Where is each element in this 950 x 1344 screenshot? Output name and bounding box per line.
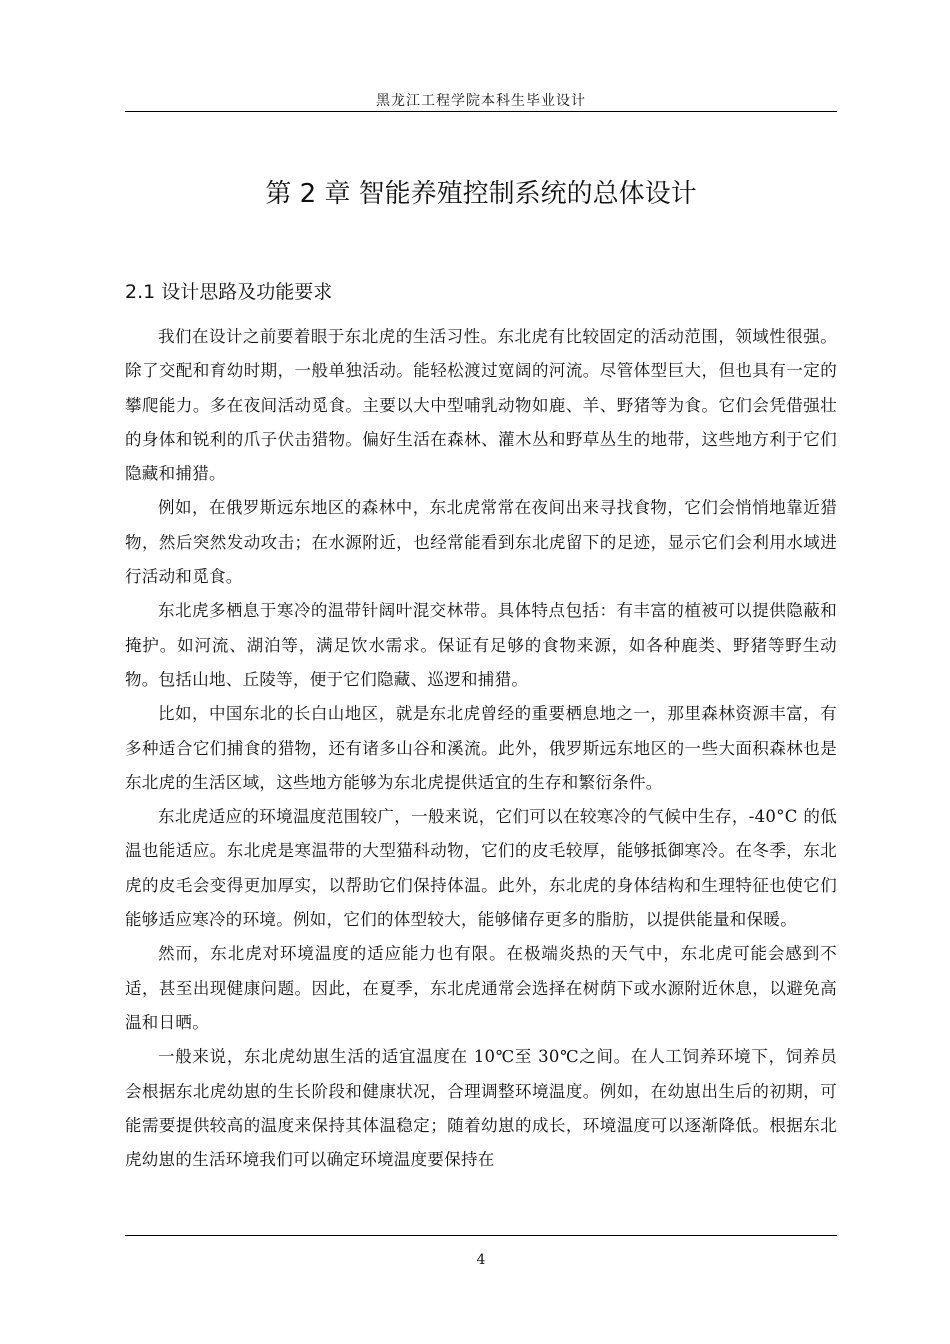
- body-text: [125, 320, 837, 1177]
- paragraph-5: 东北虎适应的环境温度范围较广，一般来说，它们可以在较寒冷的气候中生存，-40°C 的低温也能适应。东北虎是寒温带的大型猫科动物，它们的皮毛较厚，能够抵御寒冷。在冬季，东北虎的皮毛会变得更加厚实，以帮助它们保持体温。此外，东北虎的身体结构和生理特征也使它们能够适应寒冷的环境。例如，它们的体型较大，能够储存更多的脂肪，以提供能量和保暖。: [125, 807, 837, 930]
- header-rule: [125, 111, 837, 112]
- running-header: 黑龙江工程学院本科生毕业设计: [376, 93, 586, 109]
- paragraph-1: 我们在设计之前要着眼于东北虎的生活习性。东北虎有比较固定的活动范围，领域性很强。除了交配和育幼时期，一般单独活动。能轻松渡过宽阔的河流。尽管体型巨大，但也具有一定的攀爬能力。多在夜间活动觅食。主要以大中型哺乳动物如鹿、羊、野猪等为食。它们会凭借强壮的身体和锐利的爪子伏击猎物。偏好生活在森林、灌木丛和野草丛生的地带，这些地方利于它们隐藏和捕猎。: [125, 327, 837, 484]
- chapter-title: 第 2 章 智能养殖控制系统的总体设计: [265, 179, 697, 209]
- section-heading: 2.1 设计思路及功能要求: [125, 281, 333, 303]
- footer-rule: [125, 1235, 837, 1236]
- paragraph-2: 例如，在俄罗斯远东地区的森林中，东北虎常常在夜间出来寻找食物，它们会悄悄地靠近猎物，然后突然发动攻击；在水源附近，也经常能看到东北虎留下的足迹，显示它们会利用水域进行活动和觅食。: [125, 498, 837, 587]
- page-number: 4: [476, 1252, 486, 1268]
- paragraph-3: 东北虎多栖息于寒冷的温带针阔叶混交林带。具体特点包括：有丰富的植被可以提供隐蔽和掩护。如河流、湖泊等，满足饮水需求。保证有足够的食物来源，如各种鹿类、野猪等野生动物。包括山地、丘陵等，便于它们隐藏、巡逻和捕猎。: [125, 601, 837, 689]
- paragraph-6: 然而，东北虎对环境温度的适应能力也有限。在极端炎热的天气中，东北虎可能会感到不适，甚至出现健康问题。因此，在夏季，东北虎通常会选择在树荫下或水源附近休息，以避免高温和日晒。: [125, 944, 837, 1032]
- paragraph-7: 一般来说，东北虎幼崽生活的适宜温度在 10℃至 30℃之间。在人工饲养环境下，饲养员会根据东北虎幼崽的生长阶段和健康状况，合理调整环境温度。例如，在幼崽出生后的初期，可能需要提供较高的温度来保持其体温稳定；随着幼崽的成长，环境温度可以逐渐降低。根据东北虎幼崽的生活环境我们可以确定环境温度要保持在: [125, 1047, 837, 1170]
- paragraph-4: 比如，中国东北的长白山地区，就是东北虎曾经的重要栖息地之一，那里森林资源丰富，有多种适合它们捕食的猎物，还有诸多山谷和溪流。此外，俄罗斯远东地区的一些大面积森林也是东北虎的生活区域，这些地方能够为东北虎提供适宜的生存和繁衍条件。: [125, 704, 837, 792]
